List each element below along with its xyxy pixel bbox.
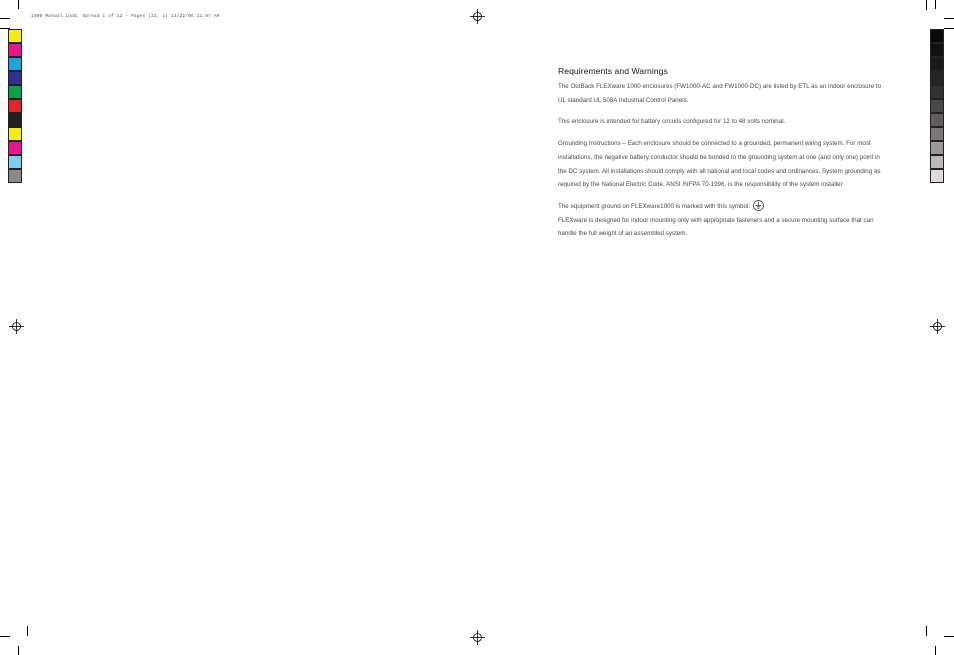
registration-mark-icon xyxy=(470,9,485,24)
color-swatch xyxy=(8,113,22,127)
ground-symbol-icon xyxy=(753,200,764,211)
color-swatch xyxy=(930,113,944,127)
color-swatch xyxy=(8,155,22,169)
crop-mark xyxy=(944,28,954,29)
color-swatch xyxy=(8,57,22,71)
color-swatch xyxy=(930,155,944,169)
requirements-section xyxy=(558,66,888,249)
registration-mark-icon xyxy=(9,319,24,334)
paragraph-battery-circuits: This enclosure is intended for battery circuits configured for 12 to 48 volts nominal. xyxy=(558,118,786,126)
crop-mark xyxy=(27,626,28,636)
color-swatch xyxy=(8,29,22,43)
registration-mark-icon xyxy=(470,630,485,645)
crop-mark xyxy=(944,636,954,637)
color-swatch xyxy=(8,71,22,85)
crop-mark xyxy=(18,0,19,9)
color-swatch xyxy=(8,169,22,183)
crop-mark xyxy=(926,0,927,10)
color-swatch xyxy=(930,169,944,183)
crop-mark xyxy=(0,636,10,637)
slug-line: 1000 Manual.indd, Spread 1 of 12 - Pages (22, 1) 11/22/06 11:07 AM xyxy=(31,14,220,19)
color-swatch xyxy=(930,85,944,99)
color-swatch xyxy=(930,99,944,113)
section-heading: Requirements and Warnings xyxy=(558,66,668,76)
crop-mark xyxy=(18,646,19,655)
color-swatch xyxy=(930,57,944,71)
paragraph-grounding-instructions: Grounding Instructions – Each enclosure should be connected to a grounded, permanent wiring system. For most installations, the negative battery conductor should be bonded to the grounding system at one (and only one) point in the DC system. All installations should comply with all national and local codes and ordinances. System grounding as required by the National Electric Code, ANSI /NFPA 70-1996, is the responsibility of the system installer. xyxy=(558,140,881,189)
crop-mark xyxy=(926,626,927,636)
color-swatch xyxy=(8,85,22,99)
crop-mark xyxy=(935,0,936,9)
paragraph-ground-symbol xyxy=(558,200,888,214)
color-bar-left xyxy=(8,29,22,183)
ground-symbol-text: The equipment ground on FLEXware1000 is marked with this symbol: xyxy=(558,202,751,210)
paragraph-indoor-mounting: FLEXware is designed for indoor mounting only with appropriate fasteners and a secure mounting surface that can handle the full weight of an assembled system. xyxy=(558,216,874,238)
color-swatch xyxy=(930,43,944,57)
color-swatch xyxy=(8,99,22,113)
color-swatch xyxy=(8,141,22,155)
color-swatch xyxy=(8,43,22,57)
color-swatch xyxy=(930,29,944,43)
crop-mark xyxy=(935,646,936,655)
color-swatch xyxy=(8,127,22,141)
color-swatch xyxy=(930,141,944,155)
paragraph-etl-listing: The OutBack FLEXware 1000 enclosures (FW1000-AC and FW1000-DC) are listed by ETL as an indoor enclosure to UL standard UL 508A Industrial Control Panels. xyxy=(558,83,882,104)
color-bar-right xyxy=(930,29,944,183)
crop-mark xyxy=(0,18,10,19)
color-swatch xyxy=(930,71,944,85)
registration-mark-icon xyxy=(930,319,945,334)
crop-mark xyxy=(944,18,954,19)
color-swatch xyxy=(930,127,944,141)
